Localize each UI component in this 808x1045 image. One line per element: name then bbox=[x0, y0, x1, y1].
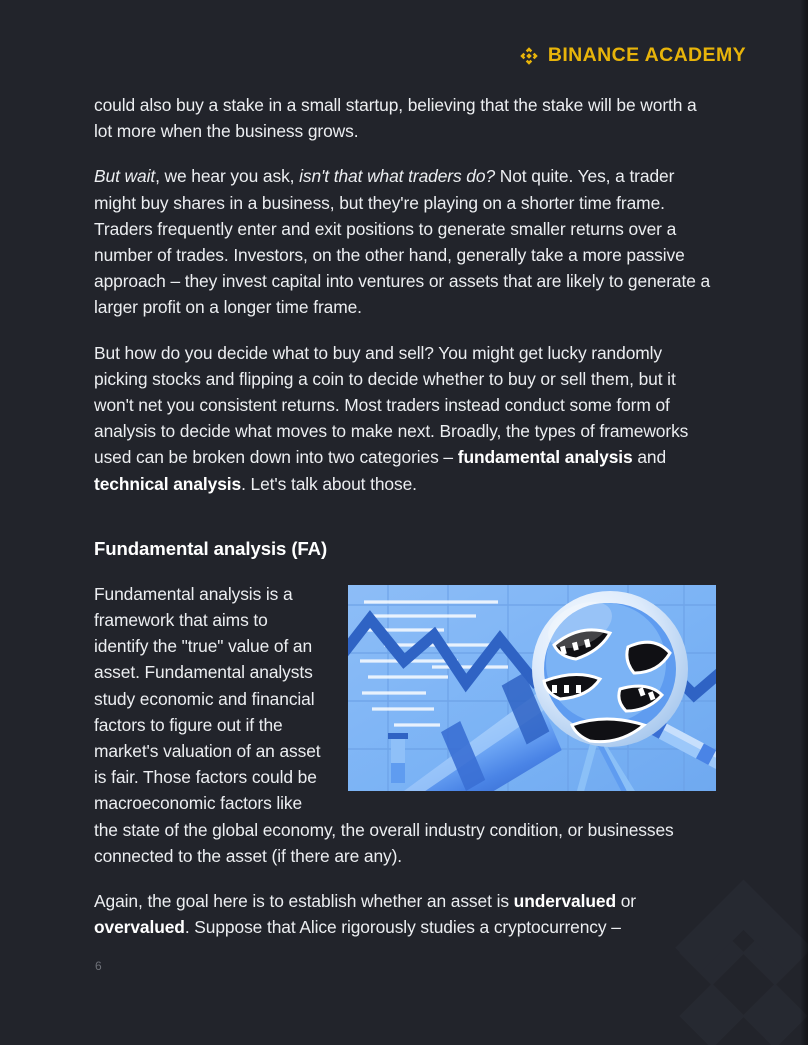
page-number: 6 bbox=[95, 959, 102, 973]
term-fundamental-analysis: fundamental analysis bbox=[457, 447, 633, 468]
page-content bbox=[94, 92, 716, 940]
paragraph-traders bbox=[94, 163, 716, 320]
brand-wordmark: BINANCE ACADEMY bbox=[547, 44, 746, 66]
text-run: Again, the goal here is to establish whether an asset is bbox=[94, 891, 514, 912]
term-technical-analysis: technical analysis bbox=[94, 473, 242, 494]
telescope-illustration bbox=[348, 585, 716, 791]
section-heading-fundamental-analysis: Fundamental analysis (FA) bbox=[94, 537, 328, 559]
brand-header bbox=[519, 44, 746, 67]
binance-diamond-icon bbox=[519, 46, 539, 66]
text-run: . Suppose that Alice rigorously studies a cryptocurrency – bbox=[184, 917, 621, 938]
paragraph-continuation: could also buy a stake in a small startup, believing that the stake will be worth a lot more when the business grows. bbox=[94, 95, 697, 142]
paragraph-analysis-types bbox=[94, 340, 716, 497]
term-undervalued: undervalued bbox=[513, 891, 616, 912]
text-run: But how do you decide what to buy and sell? You might get lucky randomly picking stocks and flipping a coin to decide whether to buy or sell them, but it won't net you consistent returns. Most traders instead conduct some form of analysis to decide what moves to make next. Broadly, the types of frameworks used can be broken down into two categories – bbox=[94, 342, 689, 468]
page-edge bbox=[800, 0, 808, 1045]
term-overvalued: overvalued bbox=[94, 917, 185, 938]
paragraph-valuation bbox=[94, 888, 716, 940]
text-run: or bbox=[615, 891, 636, 912]
text-run: . Let's talk about those. bbox=[241, 473, 417, 494]
emphasis-but-wait: But wait bbox=[94, 166, 156, 187]
emphasis-question: isn't that what traders do? bbox=[299, 166, 496, 187]
paragraph-fundamental-analysis: Fundamental analysis is a framework that aims to identify the "true" value of an asset. Fundamental analysts study economic and financial factors to figure out if the market's valuation of an asset is fair. Those factors could be macroeconomic factors like the state of the global economy, the overall industry condition, or businesses connected to the asset (if there are any). bbox=[94, 583, 674, 866]
text-run: and bbox=[632, 447, 667, 468]
text-run: , we hear you ask, bbox=[155, 166, 300, 187]
text-run: Not quite. Yes, a trader might buy shares in a business, but they're playing on a shorter time frame. Traders frequently enter and exit positions to generate smaller returns over a number of trades. Investors, on the other hand, generally take a more passive approach – they invest capital into ventures or assets that are likely to generate a larger profit on a longer time frame. bbox=[94, 166, 711, 318]
